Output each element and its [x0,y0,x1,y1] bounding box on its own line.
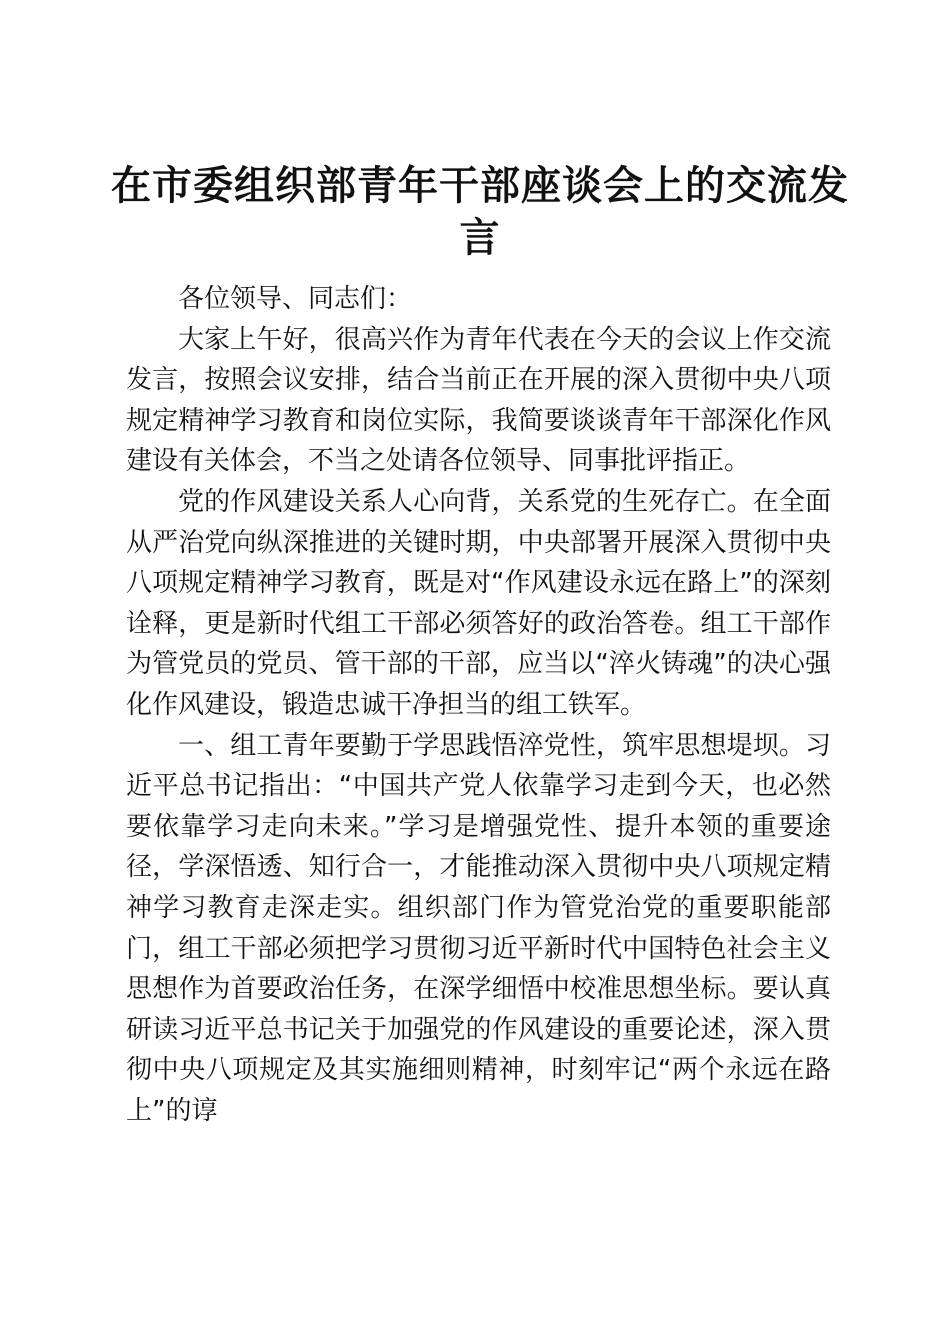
section-one-paragraph: 一、组工青年要勤于学思践悟淬党性，筑牢思想堤坝。习近平总书记指出：“中国共产党人依靠学习走到今天，也必然要依靠学习走向未来。”学习是增强党性、提升本领的重要途径，学深悟透、知行合一，才能推动深入贯彻中央八项规定精神学习教育走深走实。组织部门作为管党治党的重要职能部门，组工干部必须把学习贯彻习近平新时代中国特色社会主义思想作为首要政治任务，在深学细悟中校准思想坐标。要认真研读习近平总书记关于加强党的作风建设的重要论述，深入贯彻中央八项规定及其实施细则精神，时刻牢记“两个永远在路上”的谆 [126,730,831,1126]
context-paragraph: 党的作风建设关系人心向背，关系党的生死存亡。在全面从严治党向纵深推进的关键时期，中央部署开展深入贯彻中央八项规定精神学习教育，既是对“作风建设永远在路上”的深刻诠释，更是新时代组工干部必须答好的政治答卷。组工干部作为管党员的党员、管干部的干部，应当以“淬火铸魂”的决心强化作风建设，锻造忠诚干净担当的组工铁军。 [126,486,831,720]
salutation-paragraph: 各位领导、同志们： [178,284,413,314]
document-body [126,279,831,1131]
document-title: 在市委组织部青年干部座谈会上的交流发言 [111,163,849,261]
opening-paragraph: 大家上午好，很高兴作为青年代表在今天的会议上作交流发言，按照会议安排，结合当前正在开展的深入贯彻中央八项规定精神学习教育和岗位实际，我简要谈谈青年干部深化作风建设有关体会，不当之处请各位领导、同事批评指正。 [126,324,831,477]
